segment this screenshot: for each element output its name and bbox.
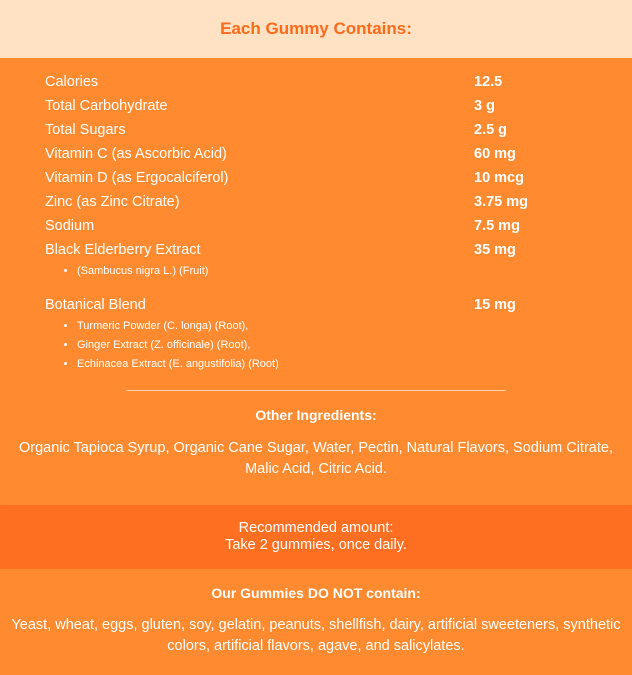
list-item: • Echinacea Extract (E. angustifolia) (Root): [77, 355, 632, 374]
fact-value: 35 mg: [474, 242, 516, 258]
does-not-contain-title: Our Gummies DO NOT contain:: [211, 585, 421, 601]
elderberry-sub-list: [0, 262, 632, 281]
fact-label: Total Sugars: [45, 122, 126, 138]
fact-value: 12.5: [474, 74, 503, 90]
recommended-amount-bar: [0, 505, 632, 569]
fact-row-vitamin-d: [0, 166, 632, 190]
fact-row-sodium: [0, 214, 632, 238]
fact-label: Total Carbohydrate: [45, 98, 168, 114]
fact-row-elderberry: [0, 238, 632, 262]
fact-row-vitamin-c: [0, 142, 632, 166]
fact-label: Vitamin D (as Ergocalciferol): [45, 170, 229, 186]
does-not-contain-section: [0, 569, 632, 657]
fact-value: 7.5 mg: [474, 218, 520, 234]
header-title: Each Gummy Contains:: [220, 19, 412, 38]
fact-label: Botanical Blend: [45, 297, 146, 313]
list-item: • Ginger Extract (Z. officinale) (Root),: [77, 336, 632, 355]
other-ingredients-title: Other Ingredients:: [255, 407, 377, 423]
fact-row-carbohydrate: [0, 94, 632, 118]
fact-value: 3.75 mg: [474, 194, 528, 210]
fact-value: 3 g: [474, 98, 495, 114]
does-not-contain-text: Yeast, wheat, eggs, gluten, soy, gelatin, peanuts, shellfish, dairy, artificial sweeteners, synthetic colors, artificial flavors, agave, and salicylates.: [11, 617, 621, 654]
fact-label: Black Elderberry Extract: [45, 242, 201, 258]
fact-value: 60 mg: [474, 146, 516, 162]
fact-label: Calories: [45, 74, 99, 90]
list-item: • Turmeric Powder (C. longa) (Root),: [77, 317, 632, 336]
other-ingredients-text: Organic Tapioca Syrup, Organic Cane Sugar, Water, Pectin, Natural Flavors, Sodium Citrate, Malic Acid, Citric Acid.: [19, 440, 613, 477]
fact-label: Vitamin C (as Ascorbic Acid): [45, 146, 227, 162]
fact-value: 15 mg: [474, 297, 516, 313]
fact-row-calories: [0, 70, 632, 94]
botanical-sub-list: [0, 317, 632, 374]
fact-row-zinc: [0, 190, 632, 214]
recommended-amount-text: Take 2 gummies, once daily.: [225, 537, 407, 553]
recommended-amount-heading: Recommended amount:: [238, 520, 394, 536]
fact-value: 2.5 g: [474, 122, 508, 138]
fact-label: Sodium: [45, 218, 95, 234]
fact-row-botanical-blend: [0, 293, 632, 317]
fact-value: 10 mcg: [474, 170, 524, 186]
fact-row-sugars: [0, 118, 632, 142]
fact-label: Zinc (as Zinc Citrate): [45, 194, 180, 210]
section-divider: [126, 390, 506, 391]
supplement-facts-panel: [0, 58, 632, 505]
header-bar: [0, 0, 632, 58]
facts-list: [0, 58, 632, 374]
list-item: • (Sambucus nigra L.) (Fruit): [77, 262, 632, 281]
